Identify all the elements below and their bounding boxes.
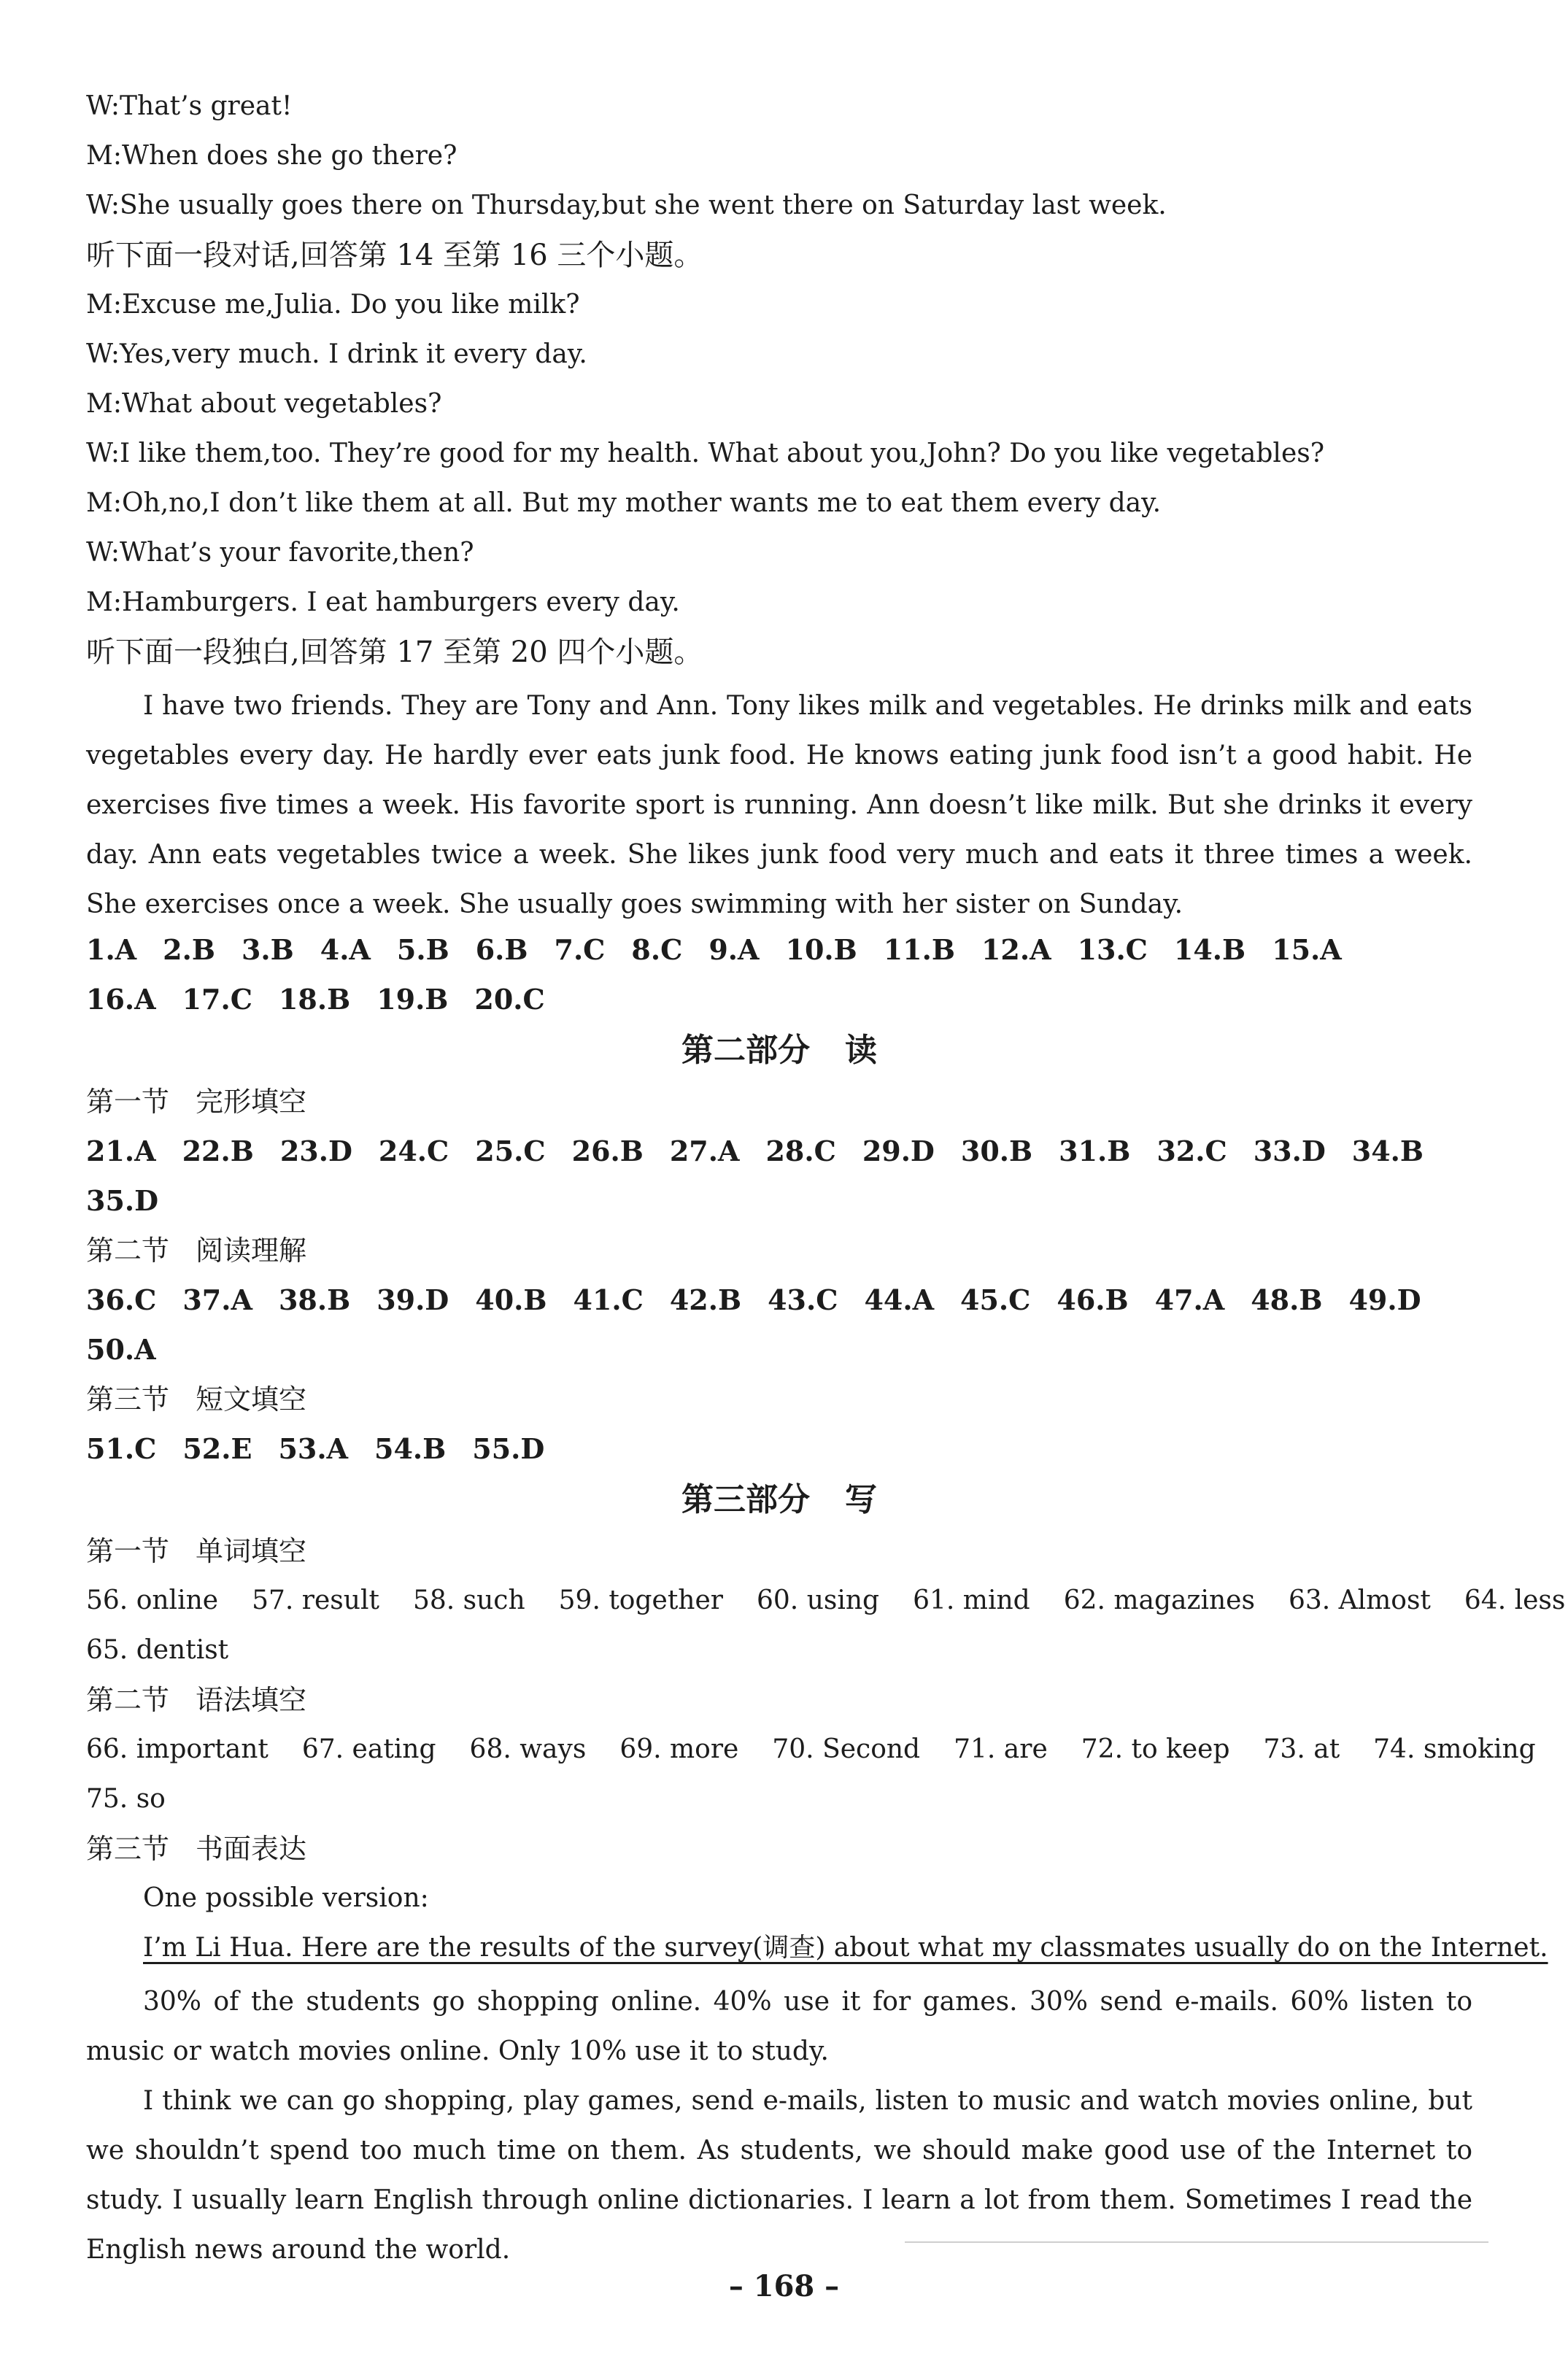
answer-item: 11.B	[883, 933, 955, 966]
answer-item: 29.D	[862, 1135, 935, 1167]
footer-rule	[905, 2241, 1488, 2243]
answer-item: 74. smoking	[1373, 1734, 1536, 1764]
answer-item: 48.B	[1251, 1283, 1323, 1316]
answer-item: 36.C	[86, 1283, 157, 1316]
grammar-answers-row2	[86, 1779, 1472, 1820]
section-label: 第三节	[86, 1833, 170, 1865]
answer-item: 22.B	[182, 1135, 254, 1167]
part-title: 写	[845, 1481, 877, 1518]
essay-paragraph-1: 30% of the students go shopping online. 40% use it for games. 30% send e-mails. 60% listen to music or watch movies online. Only 10% use it to study.	[86, 1987, 1472, 2066]
answer-item: 42.B	[669, 1283, 742, 1316]
dialogue-line: M:When does she go there?	[86, 141, 457, 171]
answer-item: 56. online	[86, 1585, 219, 1615]
page-number: – 168 –	[728, 2269, 840, 2303]
answer-item: 39.D	[376, 1283, 449, 1316]
answer-item: 32.C	[1156, 1135, 1227, 1167]
answer-item: 54.B	[374, 1432, 447, 1465]
section-title: 书面表达	[196, 1833, 307, 1865]
dialogue-line: M:What about vegetables?	[86, 389, 442, 419]
answer-item: 62. magazines	[1063, 1585, 1255, 1615]
answer-item: 5.B	[396, 933, 449, 966]
answer-item: 13.C	[1077, 933, 1148, 966]
answer-item: 58. such	[412, 1585, 525, 1615]
word-answers-row2	[86, 1630, 1472, 1671]
answer-item: 40.B	[475, 1283, 547, 1316]
essay-paragraph-2: I think we can go shopping, play games, send e-mails, listen to music and watch movies online, but we shouldn’t spend too much time on them. As students, we should make good use of the Internet to study. I usually learn English through online dictionaries. I learn a lot from them. Sometimes I read the English news around the world.	[86, 2086, 1472, 2265]
essay-opening-text: I’m Li Hua. Here are the results of the survey(调查) about what my classmates usually do on the Internet.	[143, 1933, 1548, 1963]
answer-item: 6.B	[475, 933, 528, 966]
answer-item: 68. ways	[469, 1734, 587, 1764]
section-label: 第二节	[86, 1235, 170, 1267]
dialogue-line: W:Yes,very much. I drink it every day.	[86, 339, 587, 369]
section-label: 第一节	[86, 1535, 170, 1567]
dialogue-line: M:Excuse me,Julia. Do you like milk?	[86, 290, 580, 320]
dialogue-line: M:Hamburgers. I eat hamburgers every day.	[86, 587, 680, 617]
part-three-heading	[86, 1478, 1472, 1522]
listening-instruction-14-16: 听下面一段对话,回答第 14 至第 16 三个小题。	[86, 239, 703, 272]
answer-item: 38.B	[278, 1283, 351, 1316]
answer-item: 25.C	[475, 1135, 546, 1167]
listening-answers-row2	[86, 979, 1472, 1020]
answer-item: 37.A	[182, 1283, 252, 1316]
answer-item: 24.C	[378, 1135, 449, 1167]
dialogue-line: W:What’s your favorite,then?	[86, 538, 474, 568]
part-title: 读	[845, 1032, 877, 1069]
section-title: 完形填空	[196, 1086, 307, 1118]
answer-item: 67. eating	[301, 1734, 436, 1764]
answer-item: 8.C	[631, 933, 683, 966]
answer-item: 59. together	[558, 1585, 723, 1615]
answer-item: 51.C	[86, 1432, 157, 1465]
answer-item: 70. Second	[772, 1734, 921, 1764]
answer-item: 44.A	[864, 1283, 935, 1316]
passage-answers-row1	[86, 1429, 1472, 1469]
answer-item: 33.D	[1253, 1135, 1326, 1167]
answer-item: 60. using	[757, 1585, 880, 1615]
reading-answers-row2	[86, 1329, 1472, 1370]
answer-item: 31.B	[1059, 1135, 1131, 1167]
part-label: 第二部分	[681, 1032, 810, 1069]
answer-item: 26.B	[571, 1135, 644, 1167]
section-title: 短文填空	[196, 1383, 307, 1415]
answer-item: 52.E	[182, 1432, 252, 1465]
word-answers-row1	[86, 1580, 1566, 1621]
answer-item: 9.A	[708, 933, 760, 966]
cloze-answers-row2	[86, 1181, 1472, 1221]
answer-item: 10.B	[785, 933, 857, 966]
answer-item: 49.D	[1348, 1283, 1421, 1316]
section-heading-grammar	[86, 1680, 1472, 1720]
section-heading-writing	[86, 1828, 1472, 1869]
reading-answers-row1	[86, 1280, 1472, 1321]
answer-item: 14.B	[1173, 933, 1246, 966]
answer-item: 15.A	[1272, 933, 1342, 966]
answer-item: 16.A	[86, 983, 156, 1016]
answer-item: 27.A	[669, 1135, 740, 1167]
answer-item: 2.B	[163, 933, 215, 966]
answer-item: 53.A	[278, 1432, 349, 1465]
answer-item: 4.A	[320, 933, 371, 966]
answer-item: 57. result	[252, 1585, 379, 1615]
section-title: 语法填空	[196, 1684, 307, 1716]
answer-item: 35.D	[86, 1184, 159, 1217]
section-heading-passage	[86, 1379, 1472, 1420]
section-label: 第一节	[86, 1086, 170, 1118]
part-two-heading	[86, 1029, 1472, 1073]
essay-opening-sentence	[86, 1928, 1548, 1969]
answer-item: 71. are	[954, 1734, 1048, 1764]
answer-item: 23.D	[279, 1135, 352, 1167]
answer-item: 3.B	[241, 933, 294, 966]
dialogue-line: W:That’s great!	[86, 91, 293, 121]
answer-item: 75. so	[86, 1784, 166, 1814]
section-title: 阅读理解	[196, 1235, 307, 1267]
section-label: 第三节	[86, 1383, 170, 1415]
answer-item: 73. at	[1263, 1734, 1340, 1764]
answer-item: 64. less	[1464, 1585, 1566, 1615]
answer-item: 17.C	[182, 983, 252, 1016]
answer-item: 20.C	[474, 983, 545, 1016]
answer-item: 69. more	[619, 1734, 739, 1764]
answer-item: 45.C	[960, 1283, 1031, 1316]
essay-intro: One possible version:	[143, 1883, 429, 1913]
answer-item: 55.D	[472, 1432, 545, 1465]
answer-item: 21.A	[86, 1135, 156, 1167]
answer-item: 34.B	[1351, 1135, 1424, 1167]
part-label: 第三部分	[681, 1481, 810, 1518]
answer-item: 12.A	[981, 933, 1051, 966]
answer-item: 63. Almost	[1288, 1585, 1431, 1615]
answer-item: 46.B	[1057, 1283, 1129, 1316]
dialogue-line: M:Oh,no,I don’t like them at all. But my mother wants me to eat them every day.	[86, 488, 1162, 518]
listening-instruction-17-20: 听下面一段独白,回答第 17 至第 20 四个小题。	[86, 636, 703, 669]
listening-answers-row1	[86, 930, 1472, 970]
answer-item: 43.C	[768, 1283, 838, 1316]
answer-item: 47.A	[1154, 1283, 1225, 1316]
answer-item: 61. mind	[913, 1585, 1030, 1615]
answer-item: 41.C	[573, 1283, 644, 1316]
section-heading-reading	[86, 1230, 1472, 1271]
answer-item: 28.C	[765, 1135, 836, 1167]
answer-item: 19.B	[376, 983, 449, 1016]
section-title: 单词填空	[196, 1535, 307, 1567]
section-heading-words	[86, 1531, 1472, 1572]
answer-item: 65. dentist	[86, 1635, 229, 1665]
answer-item: 30.B	[960, 1135, 1033, 1167]
monologue-text: I have two friends. They are Tony and Ann. Tony likes milk and vegetables. He drinks milk and eats vegetables every day. He hardly ever eats junk food. He knows eating junk food isn’t a good habit. He exercises five times a week. His favorite sport is running. Ann doesn’t like milk. But she drinks it every day. Ann eats vegetables twice a week. She likes junk food very much and eats it three times a week. She exercises once a week. She usually goes swimming with her sister on Sunday.	[86, 691, 1472, 919]
cloze-answers-row1	[86, 1131, 1472, 1172]
section-label: 第二节	[86, 1684, 170, 1716]
answer-item: 7.C	[554, 933, 606, 966]
section-heading-cloze	[86, 1081, 1472, 1122]
answer-item: 72. to keep	[1081, 1734, 1230, 1764]
grammar-answers-row1	[86, 1729, 1536, 1770]
answer-item: 1.A	[86, 933, 137, 966]
answer-item: 66. important	[86, 1734, 269, 1764]
answer-item: 50.A	[86, 1333, 156, 1366]
answer-page	[86, 86, 1566, 2275]
dialogue-line: W:I like them,too. They’re good for my health. What about you,John? Do you like vegetables?	[86, 439, 1325, 468]
answer-item: 18.B	[278, 983, 351, 1016]
dialogue-line: W:She usually goes there on Thursday,but she went there on Saturday last week.	[86, 190, 1167, 220]
